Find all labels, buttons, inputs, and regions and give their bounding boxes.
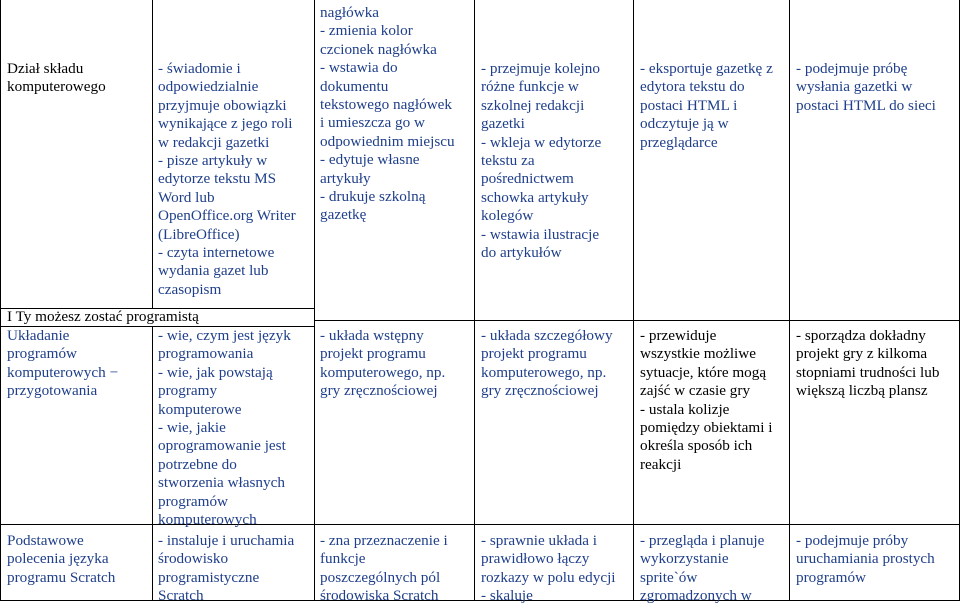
level-cell: - przejmuje kolejno różne funkcje w szkolnej redakcji gazetki - wkleja w edytorze tekstu za pośrednictwem schowka artykuły kolegów - wstawia ilustracje do artykułów [481, 60, 602, 262]
table-divider [314, 320, 960, 321]
level-cell: - sporządza dokładny projekt gry z kilkoma stopniami trudności lub większą liczbą plansz [796, 327, 940, 400]
level-cell: - podejmuje próby uruchamiania prostych programów [796, 532, 935, 586]
table-border-left [0, 0, 1, 601]
level-cell: - instaluje i uruchamia środowisko programistyczne Scratch [158, 532, 295, 605]
level-cell: nagłówka - zmienia kolor czcionek nagłówka - wstawia do dokumentu tekstowego nagłówek i umieszcza go w odpowiednim miejscu - edytuje własne artykuły - drukuje szkolną gazetkę [320, 4, 455, 224]
table-divider [152, 326, 153, 601]
table-divider [0, 524, 960, 525]
table-divider [152, 0, 153, 308]
row-label-cell: Dział składu komputerowego [7, 60, 106, 96]
level-cell: - układa wstępny projekt programu komputerowego, np. gry zręcznościowej [320, 327, 446, 400]
level-cell: - sprawnie układa i prawidłowo łączy rozkazy w polu edycji - skaluje [481, 532, 616, 605]
level-cell: - wie, czym jest język programowania - wie, jak powstają programy komputerowe - wie, jakie oprogramowanie jest potrzebne do stworzenia własnych programów komputerowych [158, 327, 291, 529]
level-cell: - zna przeznaczenie i funkcje poszczególnych pól środowiska Scratch [320, 532, 448, 605]
level-cell: - podejmuje próbę wysłania gazetki w postaci HTML do sieci [796, 60, 936, 114]
table-divider [789, 0, 790, 601]
level-cell: - przewiduje wszystkie możliwe sytuacje, które mogą zajść w czasie gry - ustala kolizje pomiędzy obiektami i określa sposób ich reakcji [640, 327, 773, 473]
table-divider [474, 0, 475, 601]
level-cell: - układa szczegółowy projekt programu komputerowego, np. gry zręcznościowej [481, 327, 613, 400]
row-label-cell: Układanie programów komputerowych − przygotowania [7, 327, 119, 400]
level-cell: - świadomie i odpowiedzialnie przyjmuje obowiązki wynikające z jego roli w redakcji gazetki - pisze artykuły w edytorze tekstu MS Word lub OpenOffice.org Writer (LibreOffice) - czyta internetowe wydania gazet lub czasopism [158, 60, 296, 298]
row-label-cell: Podstawowe polecenia języka programu Scratch [7, 532, 116, 586]
section-header: I Ty możesz zostać programistą [7, 308, 199, 325]
table-divider [314, 0, 315, 601]
level-cell: - przegląda i planuje wykorzystanie sprite`ów zgromadzonych w [640, 532, 765, 605]
level-cell: - eksportuje gazetkę z edytora tekstu do postaci HTML i odczytuje ją w przeglądarce [640, 60, 773, 151]
table-divider [633, 0, 634, 601]
